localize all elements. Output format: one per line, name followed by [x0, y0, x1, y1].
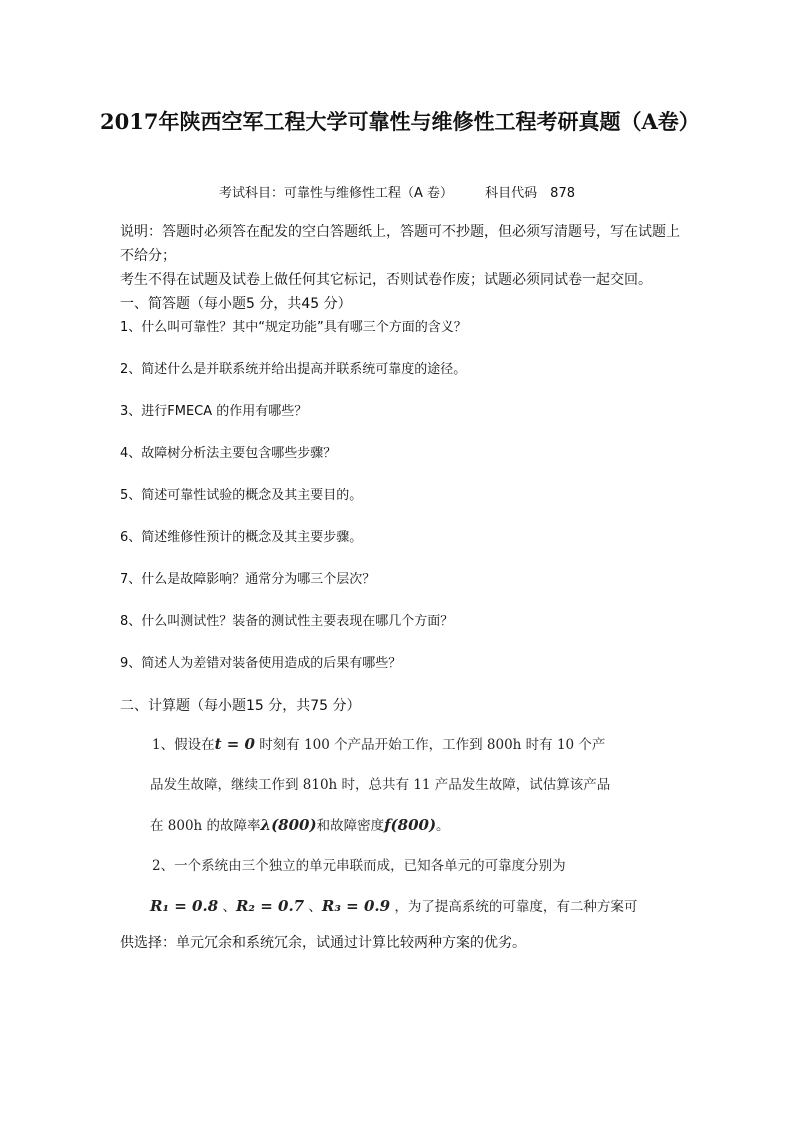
question-9: 9、简述人为差错对装备使用造成的后果有哪些？ [120, 656, 402, 671]
sep-1: 、 [218, 899, 236, 915]
calc-q2-line3: 供选择：单元冗余和系统冗余，试通过计算比较两种方案的优劣。 [120, 935, 526, 951]
section2-heading: 二、计算题（每小题15 分，共75 分） [120, 698, 361, 714]
calc-q1-text-b: 时刻有 100 个产品开始工作，工作到 800h 时有 10 个产 [254, 737, 606, 753]
t-zero-formula: t = 0 [214, 735, 255, 753]
r2-formula: R₂ = 0.7 [235, 897, 305, 915]
calc-q1-text-c: 在 800h 的故障率 [150, 818, 261, 834]
calc-q1-line3 [120, 805, 680, 846]
question-5: 5、简述可靠性试验的概念及其主要目的。 [120, 488, 363, 503]
density-formula: f(800) [384, 816, 437, 834]
subject-code: 科目代码 878 [485, 186, 575, 201]
question-2: 2、简述什么是并联系统并给出提高并联系统可靠度的途径。 [120, 362, 467, 377]
question-3: 3、进行FMECA 的作用有哪些？ [120, 404, 308, 419]
section1-heading: 一、简答题（每小题5 分，共45 分） [120, 296, 352, 312]
calc-q2-tail: ，为了提高系统的可靠度，有二种方案可 [390, 899, 638, 915]
calc-q2-line1: 2、一个系统由三个独立的单元串联而成，已知各单元的可靠度分别为 [152, 858, 566, 874]
question-8: 8、什么叫测试性？装备的测试性主要表现在哪几个方面？ [120, 614, 454, 629]
question-6: 6、简述维修性预计的概念及其主要步骤。 [120, 530, 363, 545]
sep-2: 、 [304, 899, 322, 915]
subject-line [0, 182, 794, 201]
calc-q1-line2: 品发生故障，继续工作到 810h 时，总共有 11 产品发生故障，试估算该产品 [150, 777, 611, 793]
r3-formula: R₃ = 0.9 [321, 897, 391, 915]
subject-label: 考试科目：可靠性与维修性工程（A 卷） [219, 186, 454, 201]
page-title: 2017年陕西空军工程大学可靠性与维修性工程考研真题（A卷） [100, 109, 700, 134]
calc-q2-line2 [120, 886, 680, 927]
r1-formula: R₁ = 0.8 [150, 897, 219, 915]
instruction-2: 考生不得在试题及试卷上做任何其它标记，否则试卷作废；试题必须同试卷一起交回。 [120, 272, 652, 288]
exam-body [120, 220, 680, 955]
lambda-formula: λ(800) [260, 816, 317, 834]
question-4: 4、故障树分析法主要包含哪些步骤？ [120, 446, 337, 461]
question-1: 1、什么叫可靠性？其中“规定功能”具有哪三个方面的含义？ [120, 320, 467, 335]
instruction-1: 说明：答题时必须答在配发的空白答题纸上，答题可不抄题，但必须写清题号，写在试题上不给分； [120, 224, 680, 264]
calc-q1-text-e: 。 [436, 818, 450, 834]
calc-q1-text-d: 和故障密度 [316, 818, 385, 834]
calc-q1-text-a: 1、假设在 [152, 737, 215, 753]
calc-q1-line1 [120, 724, 680, 765]
question-7: 7、什么是故障影响？通常分为哪三个层次？ [120, 572, 376, 587]
